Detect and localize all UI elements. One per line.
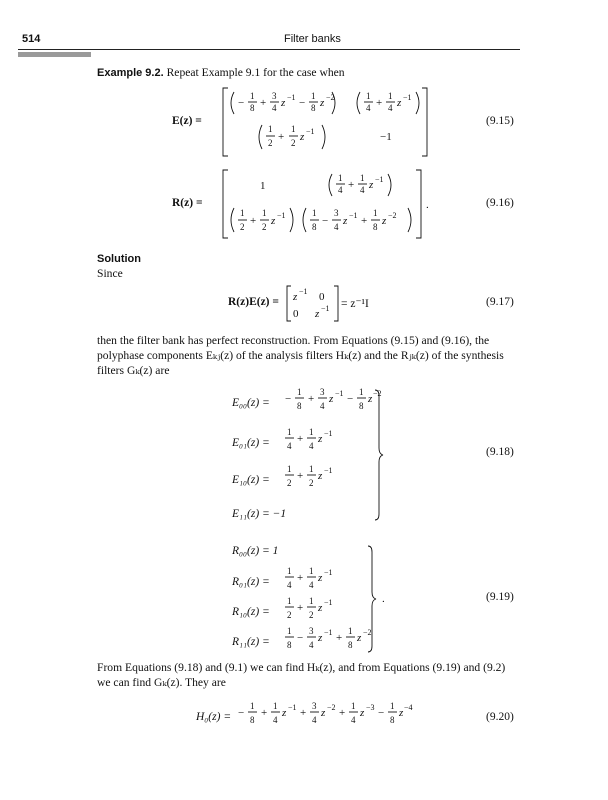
svg-text:1: 1 [338, 173, 343, 183]
paragraph-1-line-1: then the filter bank has perfect reconstruction. From Equations (9.15) and (9.16), the [97, 334, 490, 347]
paragraph-1 [97, 333, 517, 378]
eq18-E00-lhs: E₀₀(z) = [232, 397, 270, 409]
svg-text:−: − [378, 707, 385, 719]
eq18-E11: E₁₁(z) = −1 [232, 508, 287, 520]
svg-text:1: 1 [268, 124, 273, 134]
svg-text:−1: −1 [321, 304, 330, 313]
eq17-number: (9.17) [486, 296, 514, 308]
svg-text:4: 4 [351, 715, 356, 725]
paragraph-2-line-1: From Equations (9.18) and (9.1) we can find Hₖ(z), and from Equations (9.19) and (9.2) [97, 661, 506, 674]
svg-text:+: + [278, 131, 285, 143]
svg-text:−2: −2 [388, 211, 397, 220]
paragraph-2-line-2: we can find Gₖ(z). They are [97, 676, 226, 689]
eq19-number: (9.19) [486, 591, 514, 603]
svg-text:−: − [238, 707, 245, 719]
svg-text:1: 1 [287, 626, 292, 636]
eq17-matrix [285, 284, 345, 324]
svg-text:8: 8 [287, 640, 292, 650]
eq19-R00: R₀₀(z) = 1 [232, 545, 279, 557]
svg-text:z: z [343, 215, 348, 227]
svg-text:1: 1 [366, 91, 371, 101]
svg-text:3: 3 [272, 91, 277, 101]
svg-text:+: + [297, 433, 304, 445]
svg-text:z: z [282, 707, 287, 719]
svg-text:1: 1 [351, 701, 356, 711]
svg-text:z: z [300, 131, 305, 143]
svg-text:+: + [261, 707, 268, 719]
svg-text:−1: −1 [324, 628, 333, 637]
svg-text:+: + [361, 215, 368, 227]
svg-text:z: z [318, 572, 323, 584]
eq18-E00-rhs [283, 384, 382, 414]
svg-text:4: 4 [338, 185, 343, 195]
svg-text:1: 1 [373, 208, 378, 218]
svg-text:z: z [357, 632, 362, 644]
header-rule [18, 49, 520, 50]
svg-text:4: 4 [360, 185, 365, 195]
svg-text:+: + [297, 572, 304, 584]
running-title: Filter banks [284, 33, 341, 45]
svg-text:1: 1 [309, 427, 314, 437]
svg-text:2: 2 [309, 478, 314, 488]
solution-heading: Solution [97, 253, 141, 265]
svg-text:1: 1 [287, 596, 292, 606]
since-text: Since [97, 267, 123, 280]
svg-text:8: 8 [359, 401, 364, 411]
eq18-E01-rhs [283, 424, 343, 454]
paragraph-1-line-2: polyphase components Eₖⱼ(z) of the analysis filters Hₖ(z) and the Rⱼₖ(z) of the synthesis [97, 349, 504, 362]
svg-text:.: . [426, 199, 429, 211]
svg-text:4: 4 [272, 103, 277, 113]
svg-text:−1: −1 [306, 127, 315, 136]
eq19-R11-lhs: R₁₁(z) = [232, 636, 270, 648]
svg-text:+: + [297, 470, 304, 482]
svg-text:+: + [297, 602, 304, 614]
svg-text:z: z [318, 632, 323, 644]
svg-text:−: − [297, 632, 304, 644]
svg-text:2: 2 [309, 610, 314, 620]
svg-text:1: 1 [359, 387, 364, 397]
svg-text:+: + [308, 393, 315, 405]
eq18-brace [373, 388, 385, 522]
svg-text:.: . [382, 593, 385, 605]
svg-text:−1: −1 [277, 211, 286, 220]
svg-text:1: 1 [262, 208, 267, 218]
svg-text:−1: −1 [349, 211, 358, 220]
svg-text:−3: −3 [366, 703, 375, 712]
svg-text:z: z [368, 393, 373, 405]
svg-text:z: z [318, 602, 323, 614]
svg-text:4: 4 [366, 103, 371, 113]
eq16-lhs: R(z) = [172, 197, 203, 209]
svg-text:0: 0 [293, 308, 299, 320]
eq17-rhs: = z⁻¹I [341, 298, 369, 310]
page-number: 514 [22, 33, 41, 45]
svg-text:z: z [271, 215, 276, 227]
example-line [97, 66, 345, 79]
eq20-number: (9.20) [486, 711, 514, 723]
svg-text:3: 3 [320, 387, 325, 397]
svg-text:8: 8 [348, 640, 353, 650]
svg-text:z: z [399, 707, 404, 719]
svg-text:4: 4 [309, 441, 314, 451]
svg-text:−1: −1 [324, 466, 333, 475]
svg-text:4: 4 [287, 580, 292, 590]
header-bar [18, 52, 91, 57]
svg-text:8: 8 [373, 222, 378, 232]
eq19-R10-lhs: R₁₀(z) = [232, 606, 270, 618]
eq18-E10-rhs [283, 461, 343, 491]
svg-text:−2: −2 [373, 389, 382, 398]
svg-text:1: 1 [287, 566, 292, 576]
svg-text:8: 8 [250, 103, 255, 113]
svg-text:+: + [260, 97, 267, 109]
svg-text:2: 2 [268, 138, 273, 148]
svg-text:1: 1 [273, 701, 278, 711]
svg-text:3: 3 [309, 626, 314, 636]
svg-text:−: − [322, 215, 329, 227]
svg-text:z: z [318, 470, 323, 482]
svg-text:−1: −1 [335, 389, 344, 398]
svg-text:1: 1 [311, 91, 316, 101]
svg-text:1: 1 [250, 91, 255, 101]
svg-text:2: 2 [262, 222, 267, 232]
svg-text:1: 1 [309, 464, 314, 474]
svg-text:+: + [339, 707, 346, 719]
svg-text:1: 1 [291, 124, 296, 134]
svg-text:8: 8 [390, 715, 395, 725]
svg-text:−: − [299, 97, 306, 109]
svg-text:+: + [250, 215, 257, 227]
svg-text:4: 4 [287, 441, 292, 451]
eq15-lhs: E(z) = [172, 115, 202, 127]
svg-text:4: 4 [334, 222, 339, 232]
svg-text:4: 4 [312, 715, 317, 725]
paragraph-2 [97, 660, 517, 690]
svg-text:z: z [321, 707, 326, 719]
svg-text:1: 1 [390, 701, 395, 711]
eq15-number: (9.15) [486, 115, 514, 127]
svg-text:−1: −1 [299, 287, 308, 296]
svg-text:1: 1 [250, 701, 255, 711]
svg-text:0: 0 [319, 291, 325, 303]
svg-text:2: 2 [291, 138, 296, 148]
svg-text:2: 2 [287, 610, 292, 620]
svg-text:+: + [336, 632, 343, 644]
svg-text:z: z [293, 291, 298, 303]
svg-text:z: z [382, 215, 387, 227]
svg-text:8: 8 [312, 222, 317, 232]
svg-text:1: 1 [309, 566, 314, 576]
svg-text:z: z [397, 97, 402, 109]
svg-text:8: 8 [297, 401, 302, 411]
eq19-R01-rhs [283, 563, 343, 593]
eq20-rhs [236, 698, 411, 728]
svg-text:−1: −1 [288, 703, 297, 712]
svg-text:−1: −1 [375, 175, 384, 184]
eq20-lhs: H₀(z) = [196, 711, 232, 723]
svg-text:z: z [318, 433, 323, 445]
svg-text:+: + [376, 97, 383, 109]
svg-text:4: 4 [309, 640, 314, 650]
eq19-R11-rhs [283, 623, 378, 653]
svg-text:2: 2 [240, 222, 245, 232]
svg-text:+: + [348, 179, 355, 191]
svg-text:−2: −2 [363, 628, 372, 637]
svg-text:+: + [300, 707, 307, 719]
svg-text:−: − [347, 393, 354, 405]
svg-text:1: 1 [297, 387, 302, 397]
svg-text:−1: −1 [287, 93, 296, 102]
svg-text:z: z [329, 393, 334, 405]
svg-text:z: z [281, 97, 286, 109]
svg-text:−1: −1 [324, 598, 333, 607]
svg-text:−1: −1 [403, 93, 412, 102]
svg-text:8: 8 [311, 103, 316, 113]
svg-text:−1: −1 [324, 429, 333, 438]
svg-text:z: z [315, 308, 320, 320]
example-label: Example 9.2. [97, 67, 164, 79]
svg-text:−4: −4 [404, 703, 413, 712]
svg-text:3: 3 [312, 701, 317, 711]
eq18-E01-lhs: E₀₁(z) = [232, 437, 270, 449]
svg-text:−: − [238, 97, 245, 109]
eq19-brace [366, 544, 390, 654]
svg-text:3: 3 [334, 208, 339, 218]
svg-text:−1: −1 [324, 568, 333, 577]
svg-text:z: z [360, 707, 365, 719]
svg-text:1: 1 [260, 180, 266, 192]
eq19-R01-lhs: R₀₁(z) = [232, 576, 270, 588]
svg-text:4: 4 [320, 401, 325, 411]
eq16-number: (9.16) [486, 197, 514, 209]
eq17-lhs: R(z)E(z) = [228, 296, 279, 308]
svg-text:1: 1 [287, 464, 292, 474]
eq16-matrix [220, 168, 440, 240]
svg-text:z: z [320, 97, 325, 109]
svg-text:4: 4 [273, 715, 278, 725]
eq15-matrix [220, 86, 430, 158]
svg-text:−2: −2 [327, 703, 336, 712]
eq18-number: (9.18) [486, 446, 514, 458]
svg-text:1: 1 [240, 208, 245, 218]
svg-text:1: 1 [287, 427, 292, 437]
svg-text:1: 1 [309, 596, 314, 606]
example-text: Repeat Example 9.1 for the case when [166, 66, 345, 79]
svg-text:2: 2 [287, 478, 292, 488]
svg-text:−: − [285, 393, 292, 405]
svg-text:1: 1 [312, 208, 317, 218]
eq18-E10-lhs: E₁₀(z) = [232, 474, 270, 486]
eq19-R10-rhs [283, 593, 343, 623]
paragraph-1-line-3: filters Gₖ(z) are [97, 364, 170, 377]
svg-text:1: 1 [360, 173, 365, 183]
svg-text:z: z [369, 179, 374, 191]
svg-text:−2: −2 [326, 93, 335, 102]
svg-text:8: 8 [250, 715, 255, 725]
svg-text:1: 1 [388, 91, 393, 101]
svg-text:1: 1 [348, 626, 353, 636]
svg-text:4: 4 [309, 580, 314, 590]
svg-text:4: 4 [388, 103, 393, 113]
svg-text:−1: −1 [380, 131, 392, 143]
